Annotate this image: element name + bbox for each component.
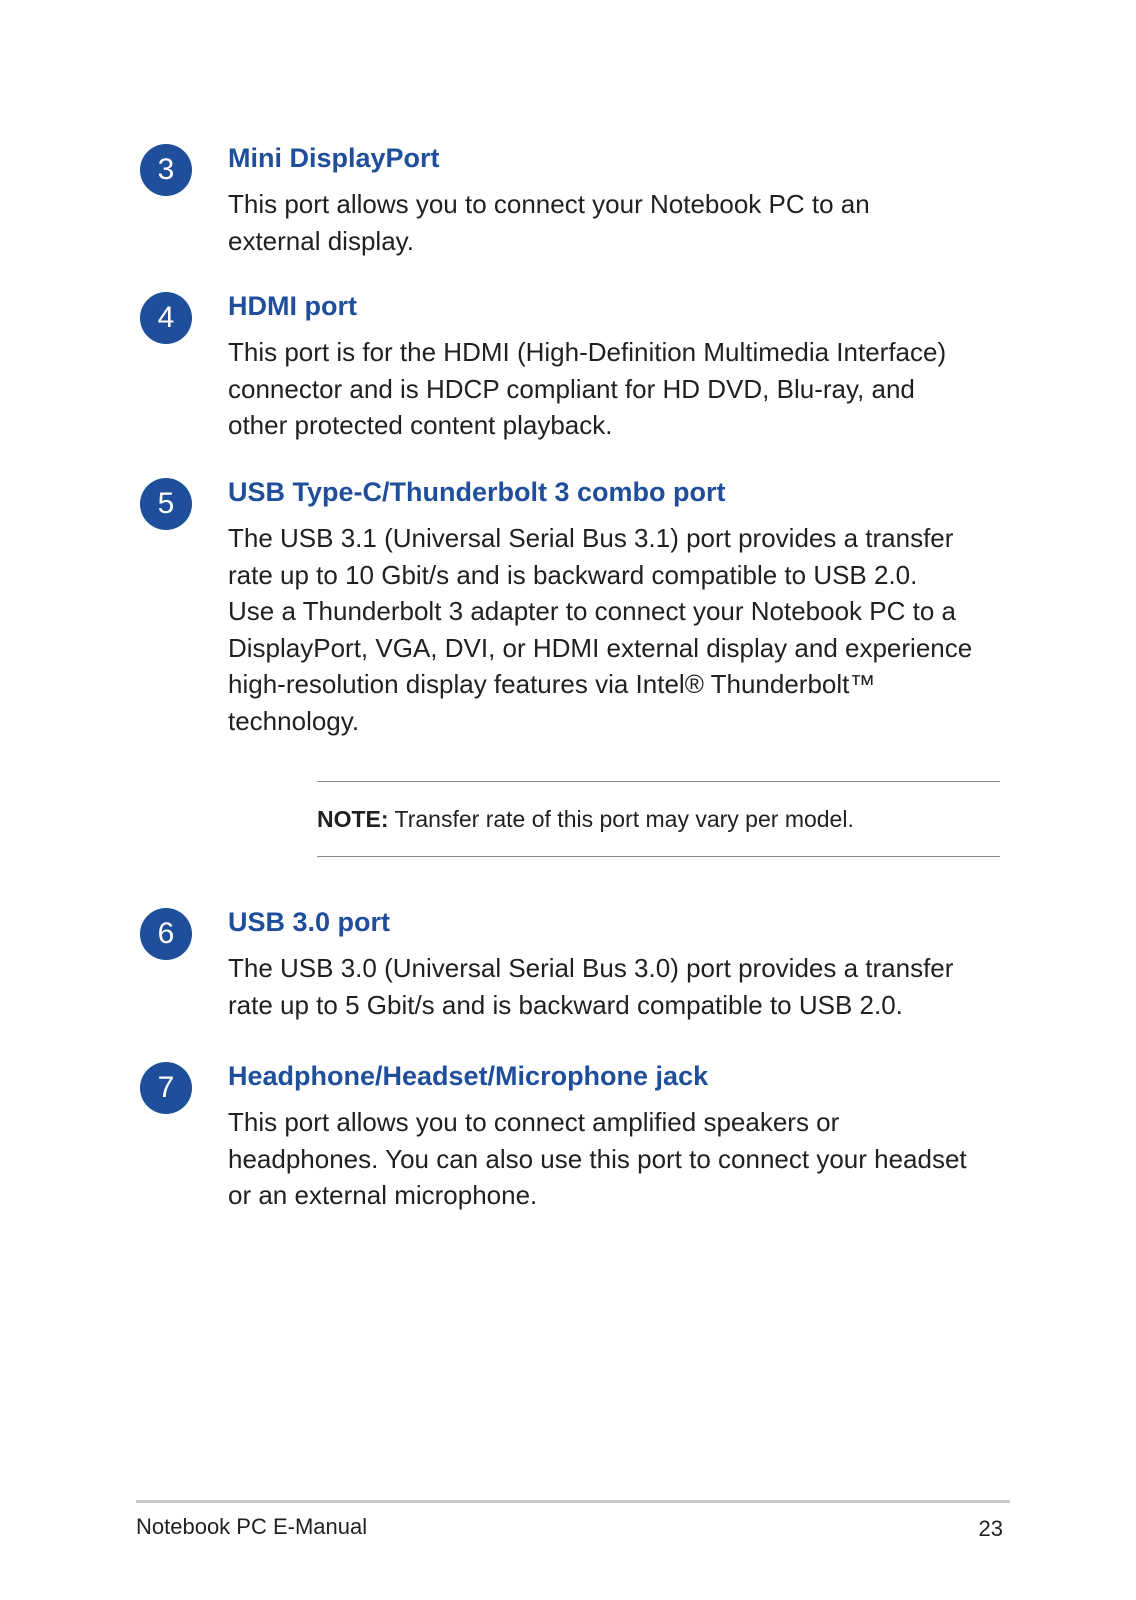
section-description: The USB 3.0 (Universal Serial Bus 3.0) port provides a transfer rate up to 5 Gbit/s and is backward compatible to USB 2.0. xyxy=(228,953,954,1020)
footer-divider xyxy=(136,1500,1010,1503)
page-number: 23 xyxy=(978,1516,1003,1541)
note-text xyxy=(317,806,854,833)
number-badge: 6 xyxy=(140,908,192,960)
section-description: This port is for the HDMI (High-Definition Multimedia Interface) connector and is HDCP compliant for HD DVD, Blu-ray, and other protected content playback. xyxy=(228,337,947,440)
section-description: The USB 3.1 (Universal Serial Bus 3.1) port provides a transfer rate up to 10 Gbit/s and is backward compatible to USB 2.0. Use a Thunderbolt 3 adapter to connect your Notebook PC to a DisplayPort, VGA, DVI, or HDMI external display and experience high-resolution display features via Intel® Thunderbolt™ technology. xyxy=(228,523,973,736)
number-badge: 7 xyxy=(140,1062,192,1114)
section-description: This port allows you to connect amplified speakers or headphones. You can also use this port to connect your headset or an external microphone. xyxy=(228,1107,967,1210)
note-box xyxy=(317,781,1000,857)
section-title: HDMI port xyxy=(228,291,357,321)
note-label: NOTE: xyxy=(317,806,389,832)
section-description: This port allows you to connect your Notebook PC to an external display. xyxy=(228,189,870,256)
note-message: Transfer rate of this port may vary per model. xyxy=(388,806,854,832)
section-title: USB 3.0 port xyxy=(228,907,391,937)
number-badge: 5 xyxy=(140,478,192,530)
section-title: USB Type-C/Thunderbolt 3 combo port xyxy=(228,477,726,507)
section-title: Headphone/Headset/Microphone jack xyxy=(228,1061,709,1091)
number-badge: 4 xyxy=(140,292,192,344)
section-title: Mini DisplayPort xyxy=(228,143,440,173)
footer-title: Notebook PC E-Manual xyxy=(136,1514,368,1539)
number-badge: 3 xyxy=(140,144,192,196)
